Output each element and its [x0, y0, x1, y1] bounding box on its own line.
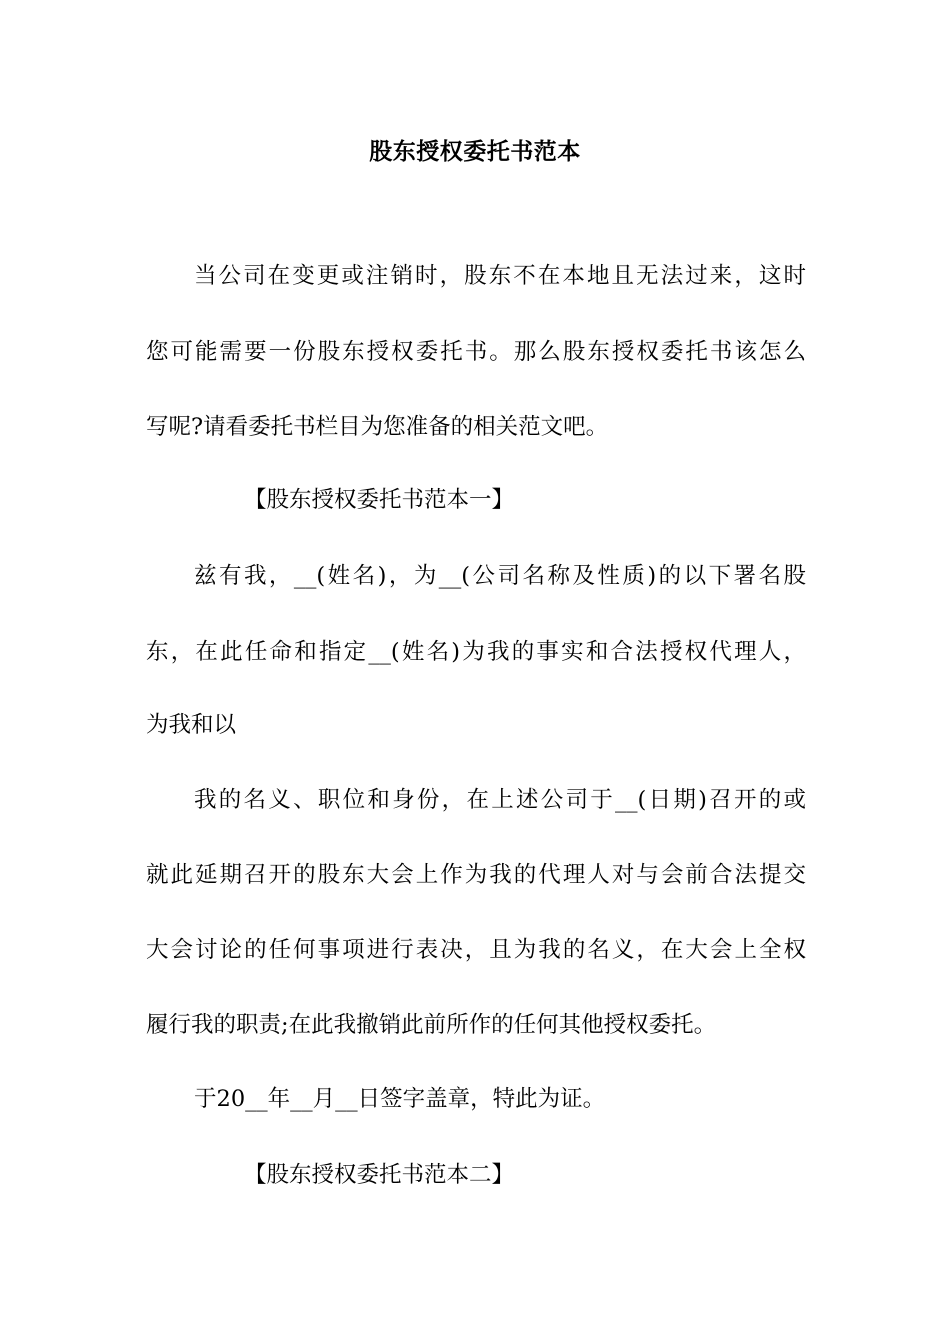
- paragraph-line: 我的名义、职位和身份，在上述公司于__(日期)召开的或: [194, 787, 806, 813]
- paragraph-line: 写呢?请看委托书栏目为您准备的相关范文吧。: [146, 414, 609, 440]
- paragraph-line: 就此延期召开的股东大会上作为我的代理人对与会前合法提交: [146, 862, 806, 888]
- paragraph-line: 为我和以: [146, 712, 237, 738]
- signature-date-line: 于20__年__月__日签字盖章，特此为证。: [194, 1086, 606, 1112]
- paragraph-line: 履行我的职责;在此我撤销此前所作的任何其他授权委托。: [146, 1012, 717, 1038]
- paragraph-line: 东，在此任命和指定__(姓名)为我的事实和合法授权代理人，: [146, 639, 806, 665]
- paragraph-line: 兹有我，__(姓名)，为__(公司名称及性质)的以下署名股: [194, 563, 806, 589]
- section-heading: 【股东授权委托书范本一】: [244, 487, 515, 513]
- document-title: 股东授权委托书范本: [369, 138, 581, 165]
- paragraph-line: 大会讨论的任何事项进行表决，且为我的名义，在大会上全权: [146, 937, 806, 963]
- section-heading: 【股东授权委托书范本二】: [244, 1162, 515, 1188]
- paragraph-line: 当公司在变更或注销时，股东不在本地且无法过来，这时: [194, 263, 806, 289]
- paragraph-line: 您可能需要一份股东授权委托书。那么股东授权委托书该怎么: [146, 339, 806, 365]
